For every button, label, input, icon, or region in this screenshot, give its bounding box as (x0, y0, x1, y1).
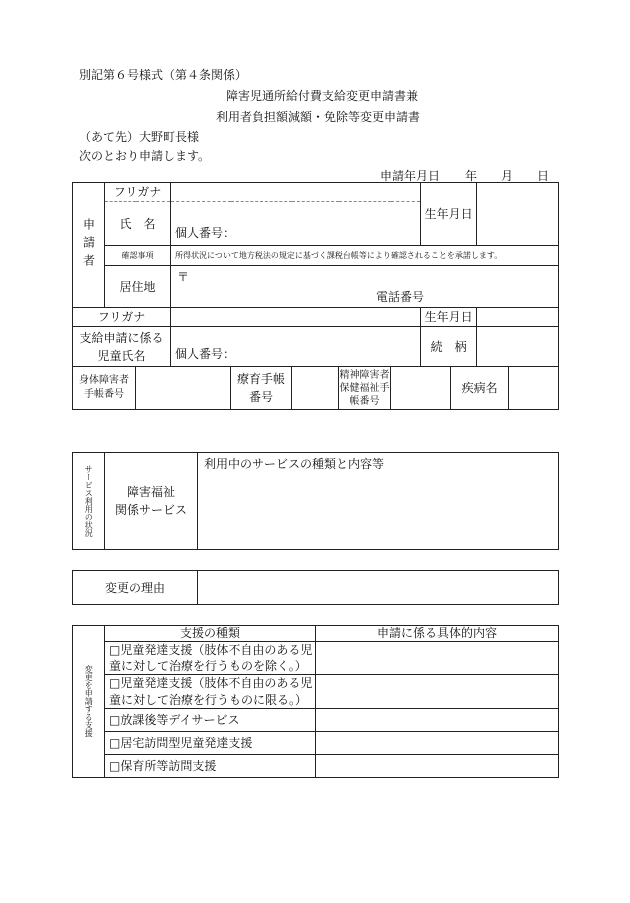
intro-text: 次のとおり申請します。 (79, 149, 211, 163)
service-usage-table (72, 452, 559, 550)
disease-field[interactable] (509, 367, 559, 410)
date-label: 申請年月日 (380, 169, 441, 183)
child-furigana-label: フリガナ (73, 308, 171, 327)
child-birth-date-label: 生年月日 (421, 308, 477, 327)
confirm-label: 確認事項 (105, 246, 171, 266)
child-personal-number-label: 個人番号： (175, 347, 236, 361)
applicant-birth-date-label: 生年月日 (421, 183, 477, 246)
support-item[interactable]: □児童発達支援（肢体不自由のある児 童に対して治療を行うものに限る。） (105, 675, 316, 708)
applicant-furigana-field[interactable] (171, 183, 421, 202)
address-field[interactable] (171, 266, 559, 308)
date-day: 日 (537, 169, 550, 183)
ryoiku-field[interactable] (292, 367, 339, 410)
relationship-label: 続 柄 (421, 327, 477, 367)
mental-cert-label: 精神障害者 保健福祉手 帳番号 (339, 367, 391, 410)
support-detail-field[interactable] (316, 731, 559, 754)
support-section-label: 変更を申請する支援 (73, 626, 105, 778)
support-table (72, 625, 559, 778)
service-usage-section-label: サービス利用の状況 (73, 453, 105, 550)
service-content-field[interactable] (198, 453, 559, 550)
applicant-furigana-label: フリガナ (105, 183, 171, 202)
support-detail-field[interactable] (316, 708, 559, 731)
support-item[interactable]: □児童発達支援（肢体不自由のある児 童に対して治療を行うものを除く。） (105, 642, 316, 675)
support-item[interactable]: □放課後等デイサービス (105, 708, 316, 731)
support-detail-header: 申請に係る具体的内容 (316, 626, 559, 642)
support-detail-field[interactable] (316, 675, 559, 708)
address-label: 居住地 (105, 266, 171, 308)
applicant-name-field[interactable] (171, 202, 421, 246)
support-detail-field[interactable] (316, 642, 559, 675)
applicant-table (72, 182, 559, 410)
date-month: 月 (501, 169, 514, 183)
applicant-personal-number-label: 個人番号： (175, 226, 236, 240)
applicant-section-label: 申請者 (73, 183, 105, 308)
service-content-label: 利用中のサービスの種類と内容等 (204, 457, 385, 471)
child-birth-date-field[interactable] (477, 308, 559, 327)
ryoiku-label: 療育手帳 番号 (231, 367, 292, 410)
change-reason-label: 変更の理由 (73, 571, 198, 605)
mental-cert-field[interactable] (391, 367, 451, 410)
support-detail-field[interactable] (316, 754, 559, 777)
child-name-field[interactable] (171, 327, 421, 367)
change-reason-field[interactable] (198, 571, 559, 605)
phone-label: 電話番号 (376, 290, 425, 304)
physical-cert-label: 身体障害者 手帳番号 (73, 367, 136, 410)
physical-cert-field[interactable] (136, 367, 231, 410)
date-year: 年 (465, 169, 478, 183)
service-category-label: 障害福祉 関係サービス (105, 453, 198, 550)
disease-label: 疾病名 (451, 367, 509, 410)
form-reference: 別記第６号様式（第４条関係） (79, 68, 248, 82)
support-item[interactable]: □保育所等訪問支援 (105, 754, 316, 777)
form-title-line1: 障害児通所給付費支給変更申請書兼 (226, 89, 419, 103)
confirm-text: 所得状況について地方税法の規定に基づく課税台帳等により確認されることを承諾します。 (171, 246, 559, 266)
addressee: （あて先）大野町長様 (79, 130, 200, 144)
child-name-label: 支給申請に係る 児童氏名 (73, 327, 171, 367)
support-type-header: 支援の種類 (105, 626, 316, 642)
change-reason-table (72, 570, 559, 605)
postal-mark: 〒 (177, 270, 190, 284)
applicant-name-label: 氏 名 (105, 202, 171, 246)
form-title-line2: 利用者負担額減額・免除等変更申請書 (216, 110, 421, 124)
support-item[interactable]: □居宅訪問型児童発達支援 (105, 731, 316, 754)
relationship-field[interactable] (477, 327, 559, 367)
child-furigana-field[interactable] (171, 308, 421, 327)
applicant-birth-date-field[interactable] (477, 183, 559, 246)
